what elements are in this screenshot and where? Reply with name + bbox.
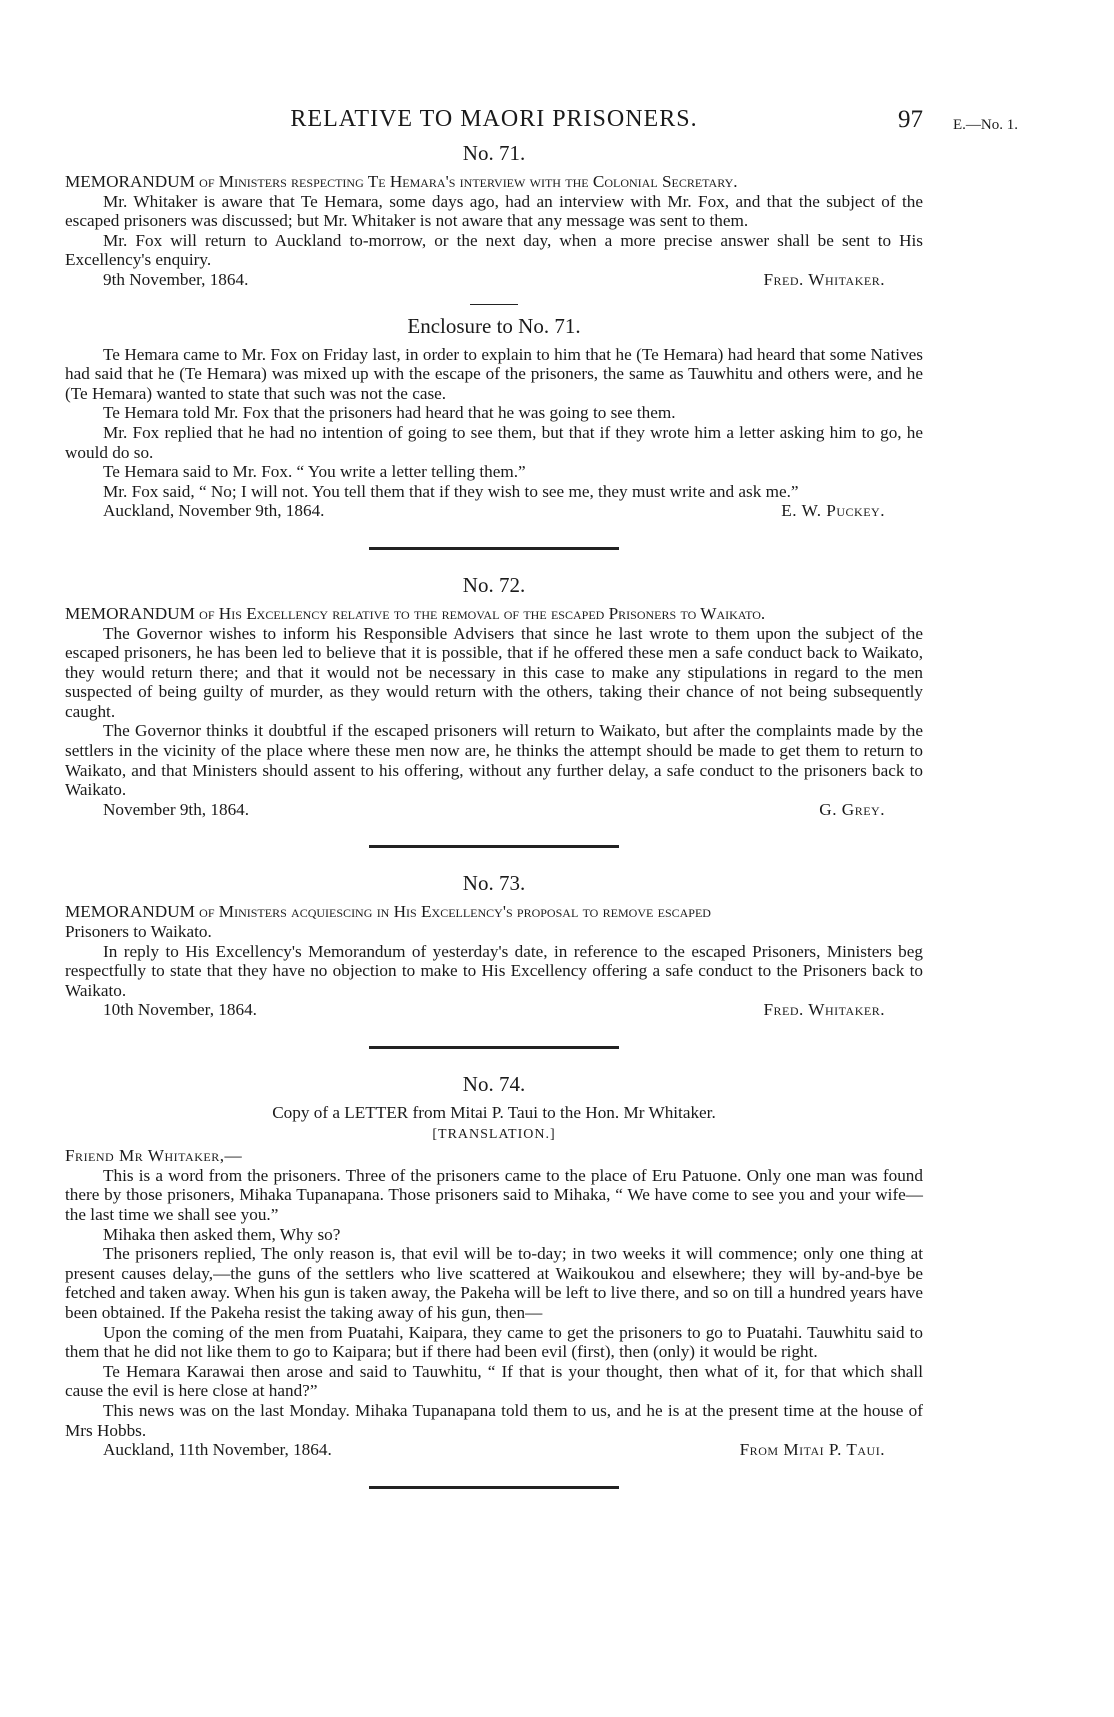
divider xyxy=(470,304,518,305)
signature: Fred. Whitaker. xyxy=(763,1000,885,1020)
date: 10th November, 1864. xyxy=(103,1000,257,1020)
paragraph: Upon the coming of the men from Puatahi, Kaipara, they came to get the prisoners to go to Puatahi. Tauwhitu said to them that he did not like them to go to Kaipara; but if there had been evil (first), then (only) it would be right. xyxy=(65,1322,923,1362)
signature: From Mitai P. Taui. xyxy=(739,1440,885,1460)
heading-lead: MEMORANDUM xyxy=(65,902,195,922)
memorandum-72 xyxy=(65,572,923,849)
document-page xyxy=(65,88,1018,1511)
divider xyxy=(369,1046,619,1049)
date: Auckland, 11th November, 1864. xyxy=(103,1440,332,1460)
paragraph: This is a word from the prisoners. Three of the prisoners came to the place of Eru Patuone. Only one man was found there by those prisoners, Mihaka Tupanapana. Those prisoners said to Mihaka, “ We have come to see you and your wife—the last time we shall see you.” xyxy=(65,1165,923,1224)
memorandum-heading xyxy=(65,172,923,192)
signoff xyxy=(65,1000,923,1020)
paragraph: In reply to His Excellency's Memorandum of yesterday's date, in reference to the escaped Prisoners, Ministers beg respectfully to state that they have no objection to make to His Excellency offering a safe conduct to the Prisoners back to Waikato. xyxy=(65,941,923,1000)
signature: Fred. Whitaker. xyxy=(763,269,885,289)
paragraph: Mihaka then asked them, Why so? xyxy=(103,1224,341,1244)
paragraph: This news was on the last Monday. Mihaka Tupanapana told them to us, and he is at the present time at the house of Mrs Hobbs. xyxy=(65,1400,923,1440)
divider xyxy=(369,547,619,550)
date: November 9th, 1864. xyxy=(103,799,250,819)
salutation: Friend Mr Whitaker,— xyxy=(65,1146,243,1166)
enclosure-heading: Enclosure to No. 71. xyxy=(407,313,581,338)
paragraph: Mr. Whitaker is aware that Te Hemara, some days ago, had an interview with Mr. Fox, and that the subject of the escaped prisoners was discussed; but Mr. Whitaker is not aware that any message was sent to them. xyxy=(65,191,923,231)
page-number: 97 xyxy=(898,106,923,133)
paragraph: Te Hemara Karawai then arose and said to Tauwhitu, “ If that is your thought, then what of it, for that which shall cause the evil is here close at hand?” xyxy=(65,1361,923,1401)
heading-lead: MEMORANDUM xyxy=(65,172,195,191)
heading-lead: MEMORANDUM xyxy=(65,603,195,623)
enclosure-71 xyxy=(65,313,923,550)
paragraph: The Governor thinks it doubtful if the escaped prisoners will return to Waikato, but after the complaints made by the settlers in the vicinity of the place where these men now are, he thinks the attempt should be made to get them to return to Waikato, and that Ministers should assent to his offering, without any further delay, a safe conduct to the prisoners back to Waikato. xyxy=(65,721,923,800)
paragraph: Te Hemara said to Mr. Fox. “ You write a letter telling them.” xyxy=(103,462,526,482)
document-number: No. 74. xyxy=(462,1072,526,1096)
paragraph: The prisoners replied, The only reason is, that evil will be to-day; in two weeks it will commence; only one thing at present causes delay,—the guns of the settlers who live scattered at Waikoukou and elsewhere; they will by-and-bye be fetched and taken away. When his gun is taken away, the Pakeha will be left to live there, and so on till a hundred years have been obtained. If the Pakeha resist the taking away of his gun, then— xyxy=(65,1244,923,1322)
paragraph: Te Hemara told Mr. Fox that the prisoners had heard that he was going to see them. xyxy=(103,403,676,423)
heading-rest: of Ministers respecting Te Hemara's interview with the Colonial Secretary. xyxy=(194,172,738,191)
date: 9th November, 1864. xyxy=(103,269,249,289)
date: Auckland, November 9th, 1864. xyxy=(103,501,325,521)
memorandum-71 xyxy=(65,140,923,305)
document-number: No. 72. xyxy=(462,572,526,597)
paragraph: Mr. Fox will return to Auckland to-morrow, or the next day, when a more precise answer shall be sent to His Excellency's enquiry. xyxy=(65,230,923,270)
signoff xyxy=(65,501,923,521)
paper-reference: E.—No. 1. xyxy=(953,117,1018,133)
signoff xyxy=(65,270,923,290)
memorandum-heading-continued: Prisoners to Waikato. xyxy=(65,922,212,942)
letter-subtitle: Copy of a LETTER from Mitai P. Taui to the Hon. Mr Whitaker. xyxy=(272,1103,716,1122)
translation-label: [TRANSLATION.] xyxy=(432,1126,556,1142)
memorandum-73 xyxy=(65,870,923,1049)
paragraph: Mr. Fox replied that he had no intention of going to see them, but that if they wrote him a letter asking him to go, he would do so. xyxy=(65,422,923,462)
signoff xyxy=(65,800,923,820)
paragraph: Te Hemara came to Mr. Fox on Friday last, in order to explain to him that he (Te Hemara) had heard that some Natives had said that he (Te Hemara) was mixed up with the escape of the prisoners, the same as Tauwhitu and others were, and he (Te Hemara) wanted to state that such was not the case. xyxy=(65,344,923,403)
heading-rest: of His Excellency relative to the removal of the escaped Prisoners to Waikato. xyxy=(194,603,766,623)
page-title: RELATIVE TO MAORI PRISONERS. xyxy=(290,106,698,132)
signature: E. W. Puckey. xyxy=(781,501,885,521)
memorandum-heading xyxy=(65,604,923,624)
divider xyxy=(369,1486,619,1489)
paragraph: Mr. Fox said, “ No; I will not. You tell them that if they wish to see me, they must write and ask me.” xyxy=(103,481,799,501)
document-number: No. 71. xyxy=(462,141,526,165)
divider xyxy=(369,845,619,848)
signoff xyxy=(65,1440,923,1460)
paragraph: The Governor wishes to inform his Responsible Advisers that since he last wrote to them upon the subject of the escaped prisoners, he has been led to believe that it is possible, that if he offered these men a safe conduct back to Waikato, they would return there; and that it would not be necessary in this case to make any stipulations in regard to the men suspected of being guilty of murder, as they would return with the others, taking their chance of not being subsequently caught. xyxy=(65,623,923,721)
heading-rest: of Ministers acquiescing in His Excellency's proposal to remove escaped xyxy=(194,902,711,922)
letter-74 xyxy=(65,1071,923,1489)
memorandum-heading xyxy=(65,902,923,922)
running-head xyxy=(65,88,1018,133)
document-number: No. 73. xyxy=(462,871,526,896)
signature: G. Grey. xyxy=(819,799,885,819)
